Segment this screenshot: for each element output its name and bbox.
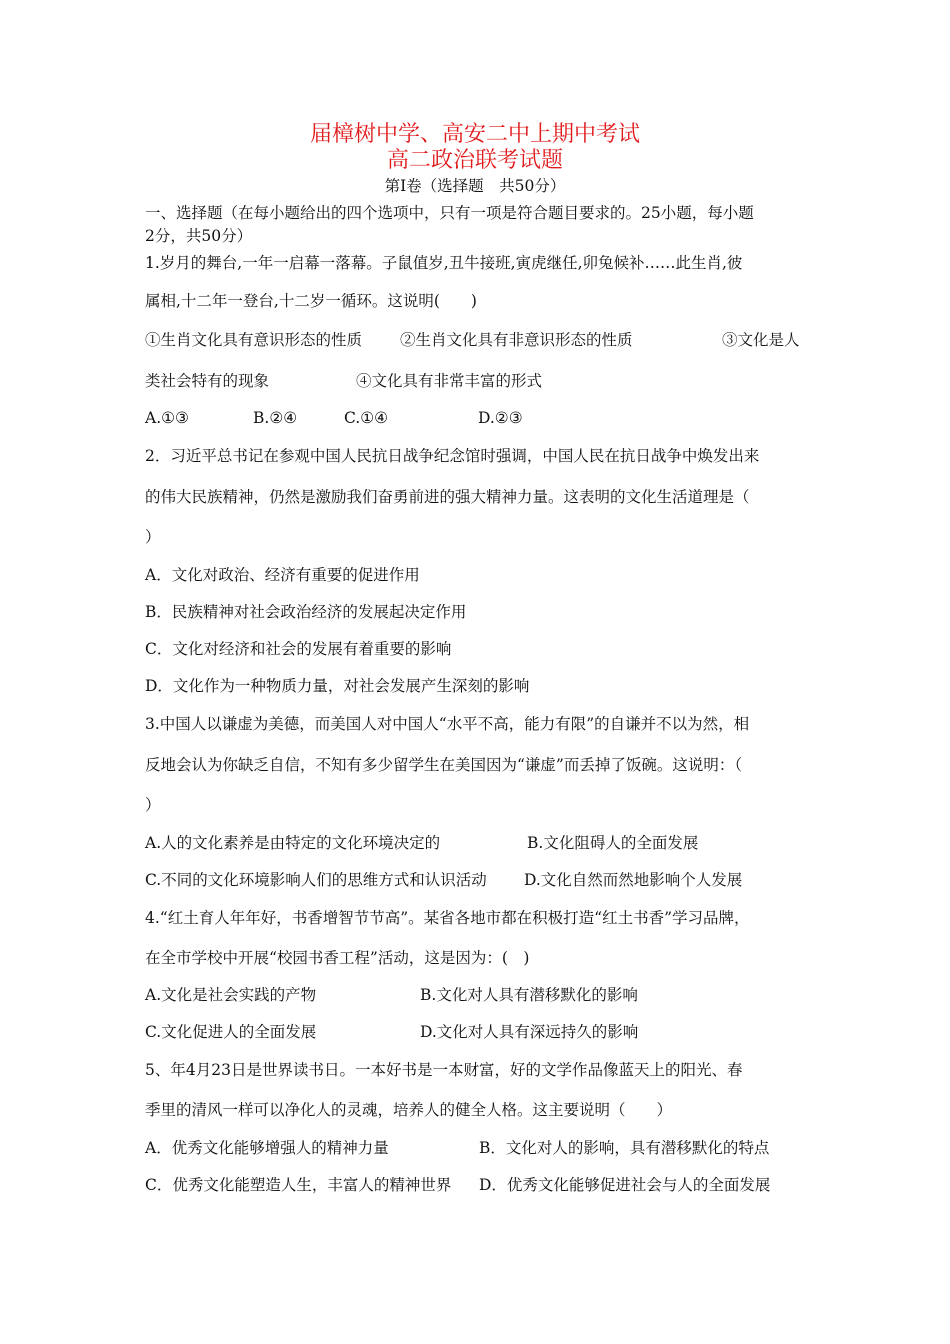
question-4-stem: 4.“红土育人年年好，书香增智节节高”。某省各地市都在积极打造“红土书香”学习品牌， [145, 909, 750, 927]
question-4-stem: 在全市学校中开展“校园书香工程”活动，这是因为：( ) [145, 949, 530, 967]
instructions-line: 2分，共50分） [145, 227, 253, 245]
question-3-option-b: B.文化阻碍人的全面发展 [527, 834, 699, 852]
question-1-stem: 属相,十二年一登台,十二岁一循环。这说明( ) [145, 292, 477, 310]
question-3-stem: 反地会认为你缺乏自信，不知有多少留学生在美国因为“谦虚”而丢掉了饭碗。这说明：（ [145, 756, 743, 774]
question-3-option-c: C.不同的文化环境影响人们的思维方式和认识活动 [145, 871, 487, 889]
instructions-line: 一、选择题（在每小题给出的四个选项中，只有一项是符合题目要求的。25小题，每小题 [145, 204, 754, 222]
question-2-option-b: B．民族精神对社会政治经济的发展起决定作用 [145, 603, 467, 621]
question-1-option-b: B.②④ [253, 409, 298, 427]
question-4-option-d: D.文化对人具有深远持久的影响 [420, 1023, 639, 1041]
question-1-statement: ①生肖文化具有意识形态的性质 [145, 331, 363, 349]
question-5-option-b: B．文化对人的影响，具有潜移默化的特点 [479, 1139, 770, 1157]
question-4-option-b: B.文化对人具有潜移默化的影响 [420, 986, 638, 1004]
question-3-stem: 3.中国人以谦虚为美德，而美国人对中国人“水平不高，能力有限”的自谦并不以为然，相 [145, 715, 750, 733]
question-4-option-c: C.文化促进人的全面发展 [145, 1023, 317, 1041]
question-2-stem: 的伟大民族精神，仍然是激励我们奋勇前进的强大精神力量。这表明的文化生活道理是（ [145, 488, 750, 506]
exam-title: 届樟树中学、高安二中上期中考试 [309, 122, 640, 147]
exam-subtitle: 高二政治联考试题 [386, 148, 563, 173]
question-1-statement: ④文化具有非常丰富的形式 [356, 372, 543, 390]
question-2-option-c: C．文化对经济和社会的发展有着重要的影响 [145, 640, 452, 658]
question-5-stem: 5、年4月23日是世界读书日。一本好书是一本财富，好的文学作品像蓝天上的阳光、春 [145, 1061, 743, 1079]
question-1-statement: 类社会特有的现象 [145, 372, 270, 390]
question-1-option-c: C.①④ [344, 409, 389, 427]
question-2-stem: ） [145, 528, 161, 546]
question-2-stem: 2．习近平总书记在参观中国人民抗日战争纪念馆时强调，中国人民在抗日战争中焕发出来 [145, 447, 760, 465]
question-1-option-a: A.①③ [145, 409, 189, 427]
question-4-option-a: A.文化是社会实践的产物 [145, 986, 317, 1004]
question-3-stem: ） [145, 796, 161, 814]
question-3-option-d: D.文化自然而然地影响个人发展 [524, 871, 743, 889]
question-1-statement: ②生肖文化具有非意识形态的性质 [400, 331, 633, 349]
section-heading: 第Ⅰ卷（选择题 共50分） [384, 177, 566, 195]
question-2-option-a: A．文化对政治、经济有重要的促进作用 [145, 566, 420, 584]
question-5-stem: 季里的清风一样可以净化人的灵魂，培养人的健全人格。这主要说明（ ） [145, 1101, 673, 1119]
question-3-option-a: A.人的文化素养是由特定的文化环境决定的 [145, 834, 441, 852]
question-5-option-a: A．优秀文化能够增强人的精神力量 [145, 1139, 389, 1157]
question-1-statement: ③文化是人 [722, 331, 800, 349]
question-5-option-c: C．优秀文化能塑造人生，丰富人的精神世界 [145, 1176, 452, 1194]
question-5-option-d: D．优秀文化能够促进社会与人的全面发展 [479, 1176, 771, 1194]
question-1-option-d: D.②③ [478, 409, 523, 427]
question-2-option-d: D．文化作为一种物质力量，对社会发展产生深刻的影响 [145, 677, 530, 695]
question-1-stem: 1.岁月的舞台,一年一启幕一落幕。子鼠值岁,丑牛接班,寅虎继任,卯兔候补……此生肖,彼 [145, 254, 743, 272]
